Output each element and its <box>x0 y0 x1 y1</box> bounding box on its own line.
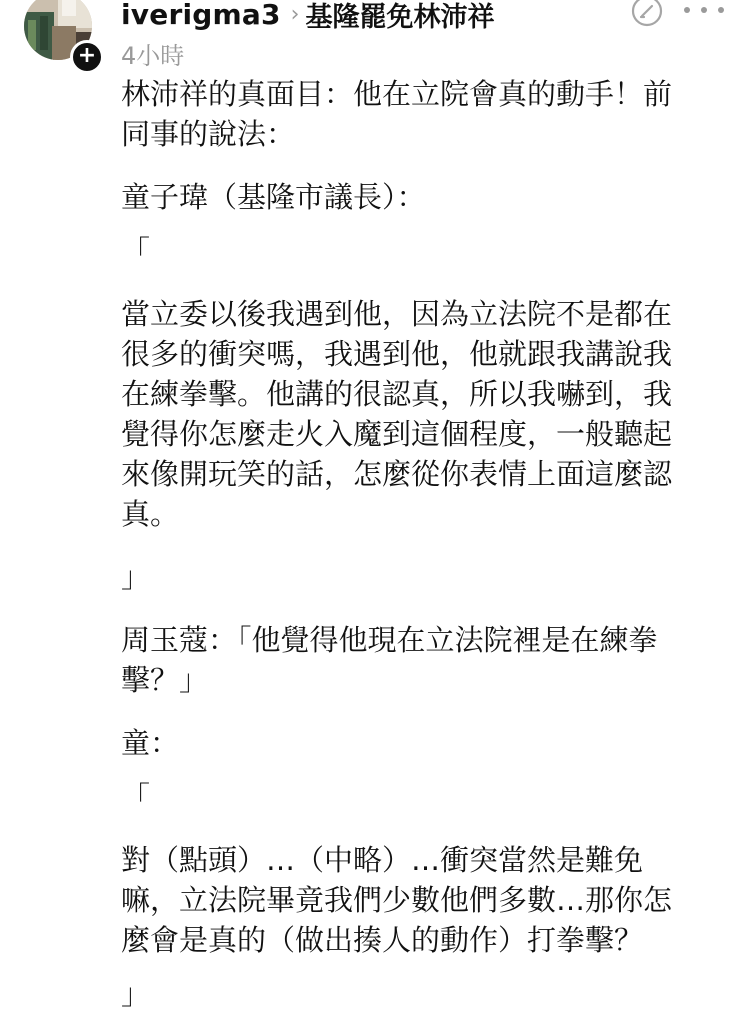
chevron-right-icon: › <box>290 1 300 27</box>
body-line: 真。 <box>121 497 180 531</box>
body-line: 來像開玩笑的話，怎麼從你表情上面這麼認 <box>121 457 673 491</box>
more-dot <box>684 7 690 13</box>
more-dot <box>701 7 707 13</box>
body-line: 周玉蔻：「他覺得他現在立法院裡是在練拳 <box>121 623 658 657</box>
body-line: 麼會是真的（做出揍人的動作）打拳擊？ <box>121 923 644 957</box>
body-line: 童： <box>121 726 180 760</box>
post-body <box>121 74 711 1014</box>
body-line: 對（點頭）…（中略）…衝突當然是難免 <box>121 843 644 877</box>
edit-icon[interactable] <box>630 0 664 28</box>
more-dot <box>718 7 724 13</box>
body-line: 嘛，立法院畢竟我們少數他們多數…那你怎 <box>121 883 673 917</box>
body-line: 當立委以後我遇到他，因為立法院不是都在 <box>121 297 673 331</box>
body-line: 很多的衝突嗎，我遇到他，他就跟我講說我 <box>121 337 673 371</box>
follow-plus-icon[interactable]: + <box>70 40 104 74</box>
body-line: 擊？」 <box>121 663 209 697</box>
body-line: 同事的說法： <box>121 117 296 151</box>
body-line: 「 <box>121 780 151 814</box>
body-line: 「 <box>121 234 151 268</box>
body-line: 在練拳擊。他講的很認真，所以我嚇到，我 <box>121 377 673 411</box>
post-header <box>121 0 494 34</box>
body-line: 童子瑋（基隆市議長）： <box>121 180 426 214</box>
body-line: 」 <box>121 977 151 1011</box>
author-username[interactable]: iverigma3 <box>121 0 281 31</box>
body-line: 林沛祥的真面目：他在立院會真的動手！前 <box>121 77 673 111</box>
body-line: 覺得你怎麼走火入魔到這個程度，一般聽起 <box>121 417 673 451</box>
community-name[interactable]: 基隆罷免林沛祥 <box>305 1 495 33</box>
avatar-container[interactable] <box>24 0 96 68</box>
more-icon[interactable] <box>684 0 724 20</box>
body-line: 」 <box>121 560 151 594</box>
post-timestamp: 4小時 <box>121 42 185 70</box>
